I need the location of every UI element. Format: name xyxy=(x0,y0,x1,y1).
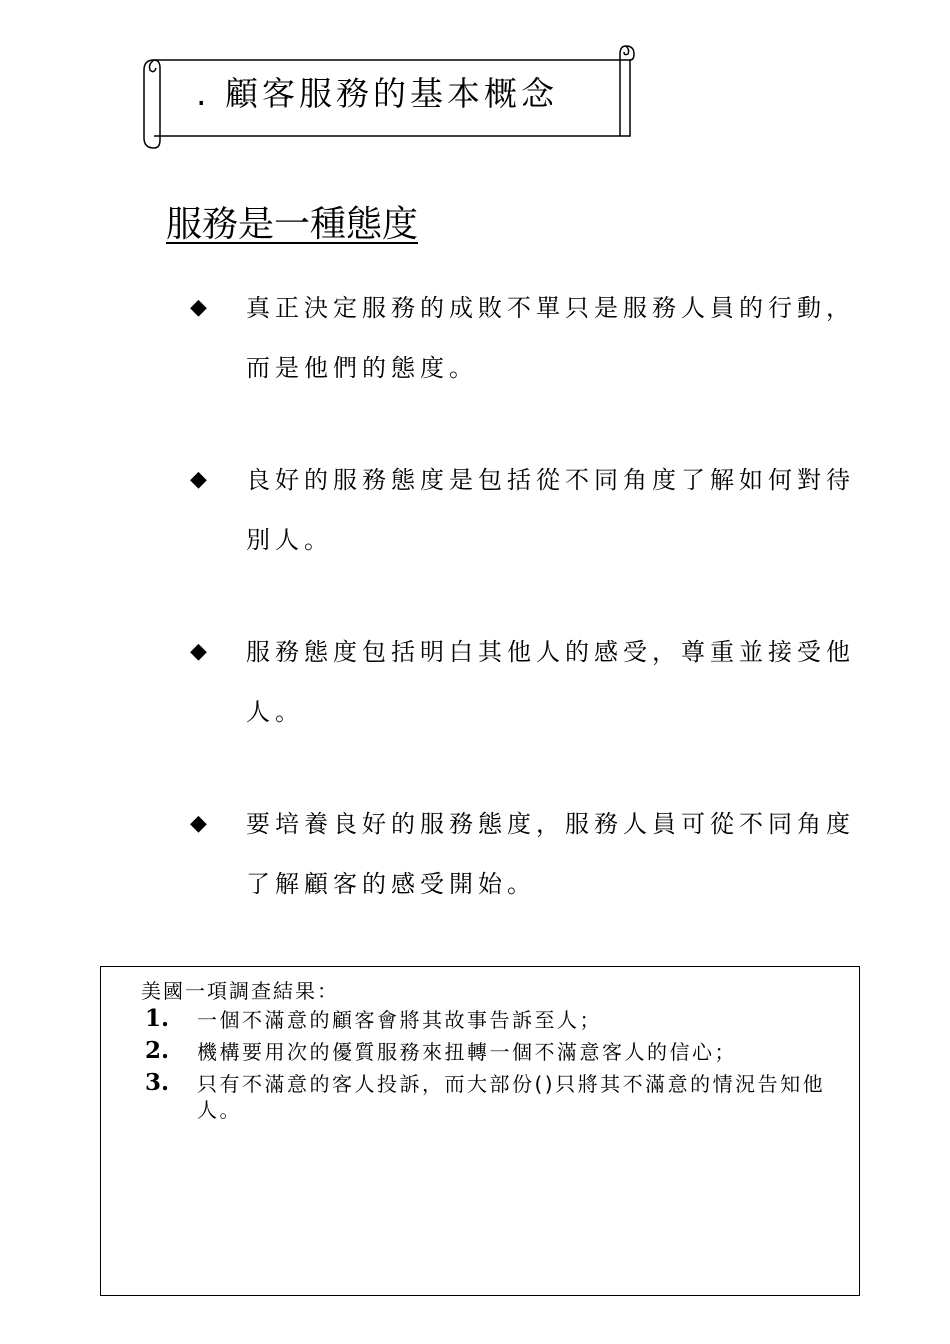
list-item-text: 機構要用次的優質服務來扭轉一個不滿意客人的信心； xyxy=(197,1040,737,1064)
diamond-bullet-icon: ◆ xyxy=(190,811,207,836)
list-item-text: 只有不滿意的客人投訴，而大部份()只將其不滿意的情況告知他人。 xyxy=(197,1072,826,1122)
survey-list xyxy=(145,1007,845,1129)
bullet-text: 服務態度包括明白其他人的感受，尊重並接受他人。 xyxy=(246,638,855,726)
list-item xyxy=(145,1039,845,1065)
bullet-text: 良好的服務態度是包括從不同角度了解如何對待別人。 xyxy=(246,466,855,554)
bullet-text: 要培養良好的服務態度，服務人員可從不同角度了解顧客的感受開始。 xyxy=(246,810,855,898)
section-heading: 服務是一種態度 xyxy=(166,204,419,245)
list-item xyxy=(145,1071,845,1123)
survey-box xyxy=(100,966,860,1296)
bullet-text: 真正決定服務的成敗不單只是服務人員的行動，而是他們的態度。 xyxy=(246,294,855,382)
list-item-number: 2. xyxy=(145,1037,170,1064)
survey-heading: 美國一項調查結果： xyxy=(141,979,339,1003)
title-banner xyxy=(140,44,638,152)
diamond-bullet-icon: ◆ xyxy=(190,467,207,492)
page-title: . 顧客服務的基本概念 xyxy=(196,74,558,113)
list-item-number: 1. xyxy=(145,1005,170,1032)
diamond-bullet-icon: ◆ xyxy=(190,639,207,664)
diamond-bullet-icon: ◆ xyxy=(190,295,207,320)
list-item-number: 3. xyxy=(145,1069,170,1096)
list-item xyxy=(145,1007,845,1033)
list-item-text: 一個不滿意的顧客會將其故事告訴至人； xyxy=(197,1008,602,1032)
